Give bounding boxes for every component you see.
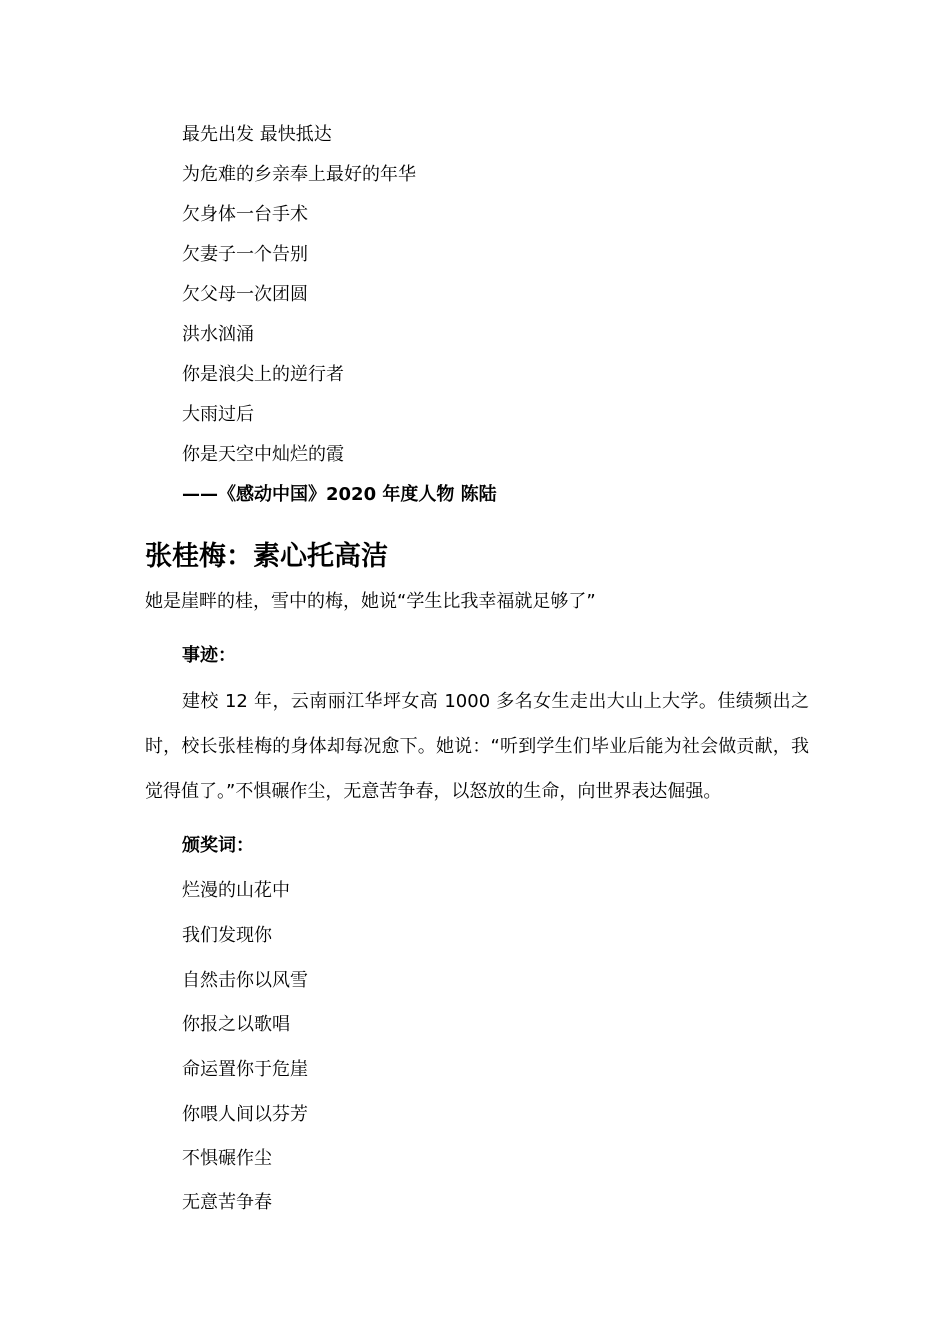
poem-line: 欠身体一台手术 [182,204,308,225]
poem-line: 洪水汹涌 [182,324,254,345]
poem-line: 最先出发 最快抵达 [182,124,332,145]
award-line: 无意苦争春 [182,1192,272,1213]
poem-line: 你是天空中灿烂的霞 [182,444,344,465]
poem-line: 你是浪尖上的逆行者 [182,364,344,385]
deeds-label: 事迹： [182,645,236,666]
poem-line: 欠妻子一个告别 [182,244,308,265]
award-line: 烂漫的山花中 [182,880,290,901]
award-line: 我们发现你 [182,925,272,946]
section-title: 张桂梅：素心托高洁 [145,541,388,572]
award-line: 不惧碾作尘 [182,1148,272,1169]
poem-line: 欠父母一次团圆 [182,284,308,305]
section-subtitle: 她是崖畔的桂，雪中的梅，她说“学生比我幸福就足够了” [145,591,596,612]
poem-attribution: ——《感动中国》2020 年度人物 陈陆 [182,484,497,505]
award-line: 你喂人间以芬芳 [182,1104,308,1125]
award-line: 命运置你于危崖 [182,1059,308,1080]
award-label: 颁奖词： [182,835,254,856]
award-line: 你报之以歌唱 [182,1014,290,1035]
award-line: 自然击你以风雪 [182,970,308,991]
poem-line: 为危难的乡亲奉上最好的年华 [182,164,416,185]
poem-line: 大雨过后 [182,404,254,425]
deeds-paragraph: 建校 12 年，云南丽江华坪女高 1000 多名女生走出大山上大学。佳绩频出之时，校长张桂梅的身体却每况愈下。她说：“听到学生们毕业后能为社会做贡献，我觉得值了。”不惧碾作尘，无意苦争春，以怒放的生命，向世界表达倔强。 [145,691,809,802]
